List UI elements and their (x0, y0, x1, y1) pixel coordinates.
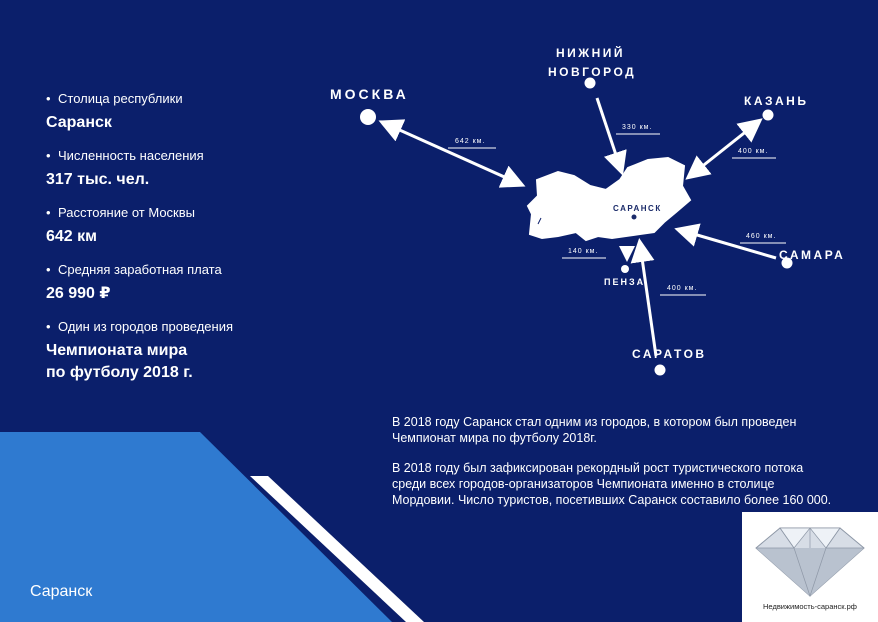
penza-dot (621, 265, 629, 273)
fact-value-line2: по футболу 2018 г. (46, 364, 193, 381)
distance-nn: 330 км. (622, 124, 653, 131)
moscow-dot (360, 109, 376, 125)
distance-saratov: 400 км. (667, 285, 698, 292)
fact-label: Один из городов проведения (58, 319, 233, 334)
fact-value: Саранск (46, 114, 112, 131)
fact-worldcup: • Один из городов проведения Чемпионата мира по футболу 2018 г. (46, 318, 346, 384)
fact-value-line1: Чемпионата мира (46, 342, 188, 359)
distance-penza: 140 км. (568, 248, 599, 255)
fact-value: 642 км (46, 228, 97, 245)
saransk-dot (632, 215, 637, 220)
paragraph-worldcup: В 2018 году Саранск стал одним из городов, в котором был проведен Чемпионат мира по футболу 2018г. (392, 415, 797, 445)
logo-caption: Недвижимость-саранск.рф (763, 602, 857, 611)
city-label-penza: ПЕНЗА (604, 277, 646, 287)
saratov-dot (655, 365, 666, 376)
fact-label: Столица республики (58, 91, 183, 106)
fact-label: Численность населения (58, 148, 204, 163)
logo (742, 512, 878, 622)
paragraph-tourism: В 2018 году был зафиксирован рекордный рост туристического потока среди всех городов-организаторов Чемпионата именно в столице Мордовии. Число туристов, посетивших Саранск составило более 160 000. (392, 461, 832, 507)
kazan-dot (763, 110, 774, 121)
mordovia-shape (528, 158, 690, 240)
city-label-saransk: САРАНСК (613, 204, 662, 213)
distance-samara: 460 км. (746, 233, 777, 240)
city-label-nn-line2: НОВГОРОД (548, 65, 637, 79)
distance-moscow: 642 км. (455, 138, 486, 145)
city-label-saratov: САРАТОВ (632, 347, 707, 361)
description-text (392, 414, 832, 522)
city-label-moscow: МОСКВА (330, 86, 409, 102)
fact-label: Расстояние от Москвы (58, 205, 195, 220)
fact-capital: • Столица республики Саранск (46, 90, 346, 134)
city-label-kazan: КАЗАНЬ (744, 94, 809, 108)
city-label-samara: САМАРА (779, 248, 846, 262)
city-label-nn-line1: НИЖНИЙ (556, 46, 626, 60)
footer-city: Саранск (30, 583, 93, 600)
fact-population: • Численность населения 317 тыс. чел. (46, 147, 346, 191)
fact-value: 317 тыс. чел. (46, 171, 150, 188)
diamond-icon (742, 512, 878, 602)
fact-label: Средняя заработная плата (58, 262, 222, 277)
fact-salary: • Средняя заработная плата 26 990 ₽ (46, 261, 346, 305)
fact-value: 26 990 ₽ (46, 285, 111, 302)
fact-distance: • Расстояние от Москвы 642 км (46, 204, 346, 248)
nn-dot (585, 78, 596, 89)
distance-kazan: 400 км. (738, 148, 769, 155)
